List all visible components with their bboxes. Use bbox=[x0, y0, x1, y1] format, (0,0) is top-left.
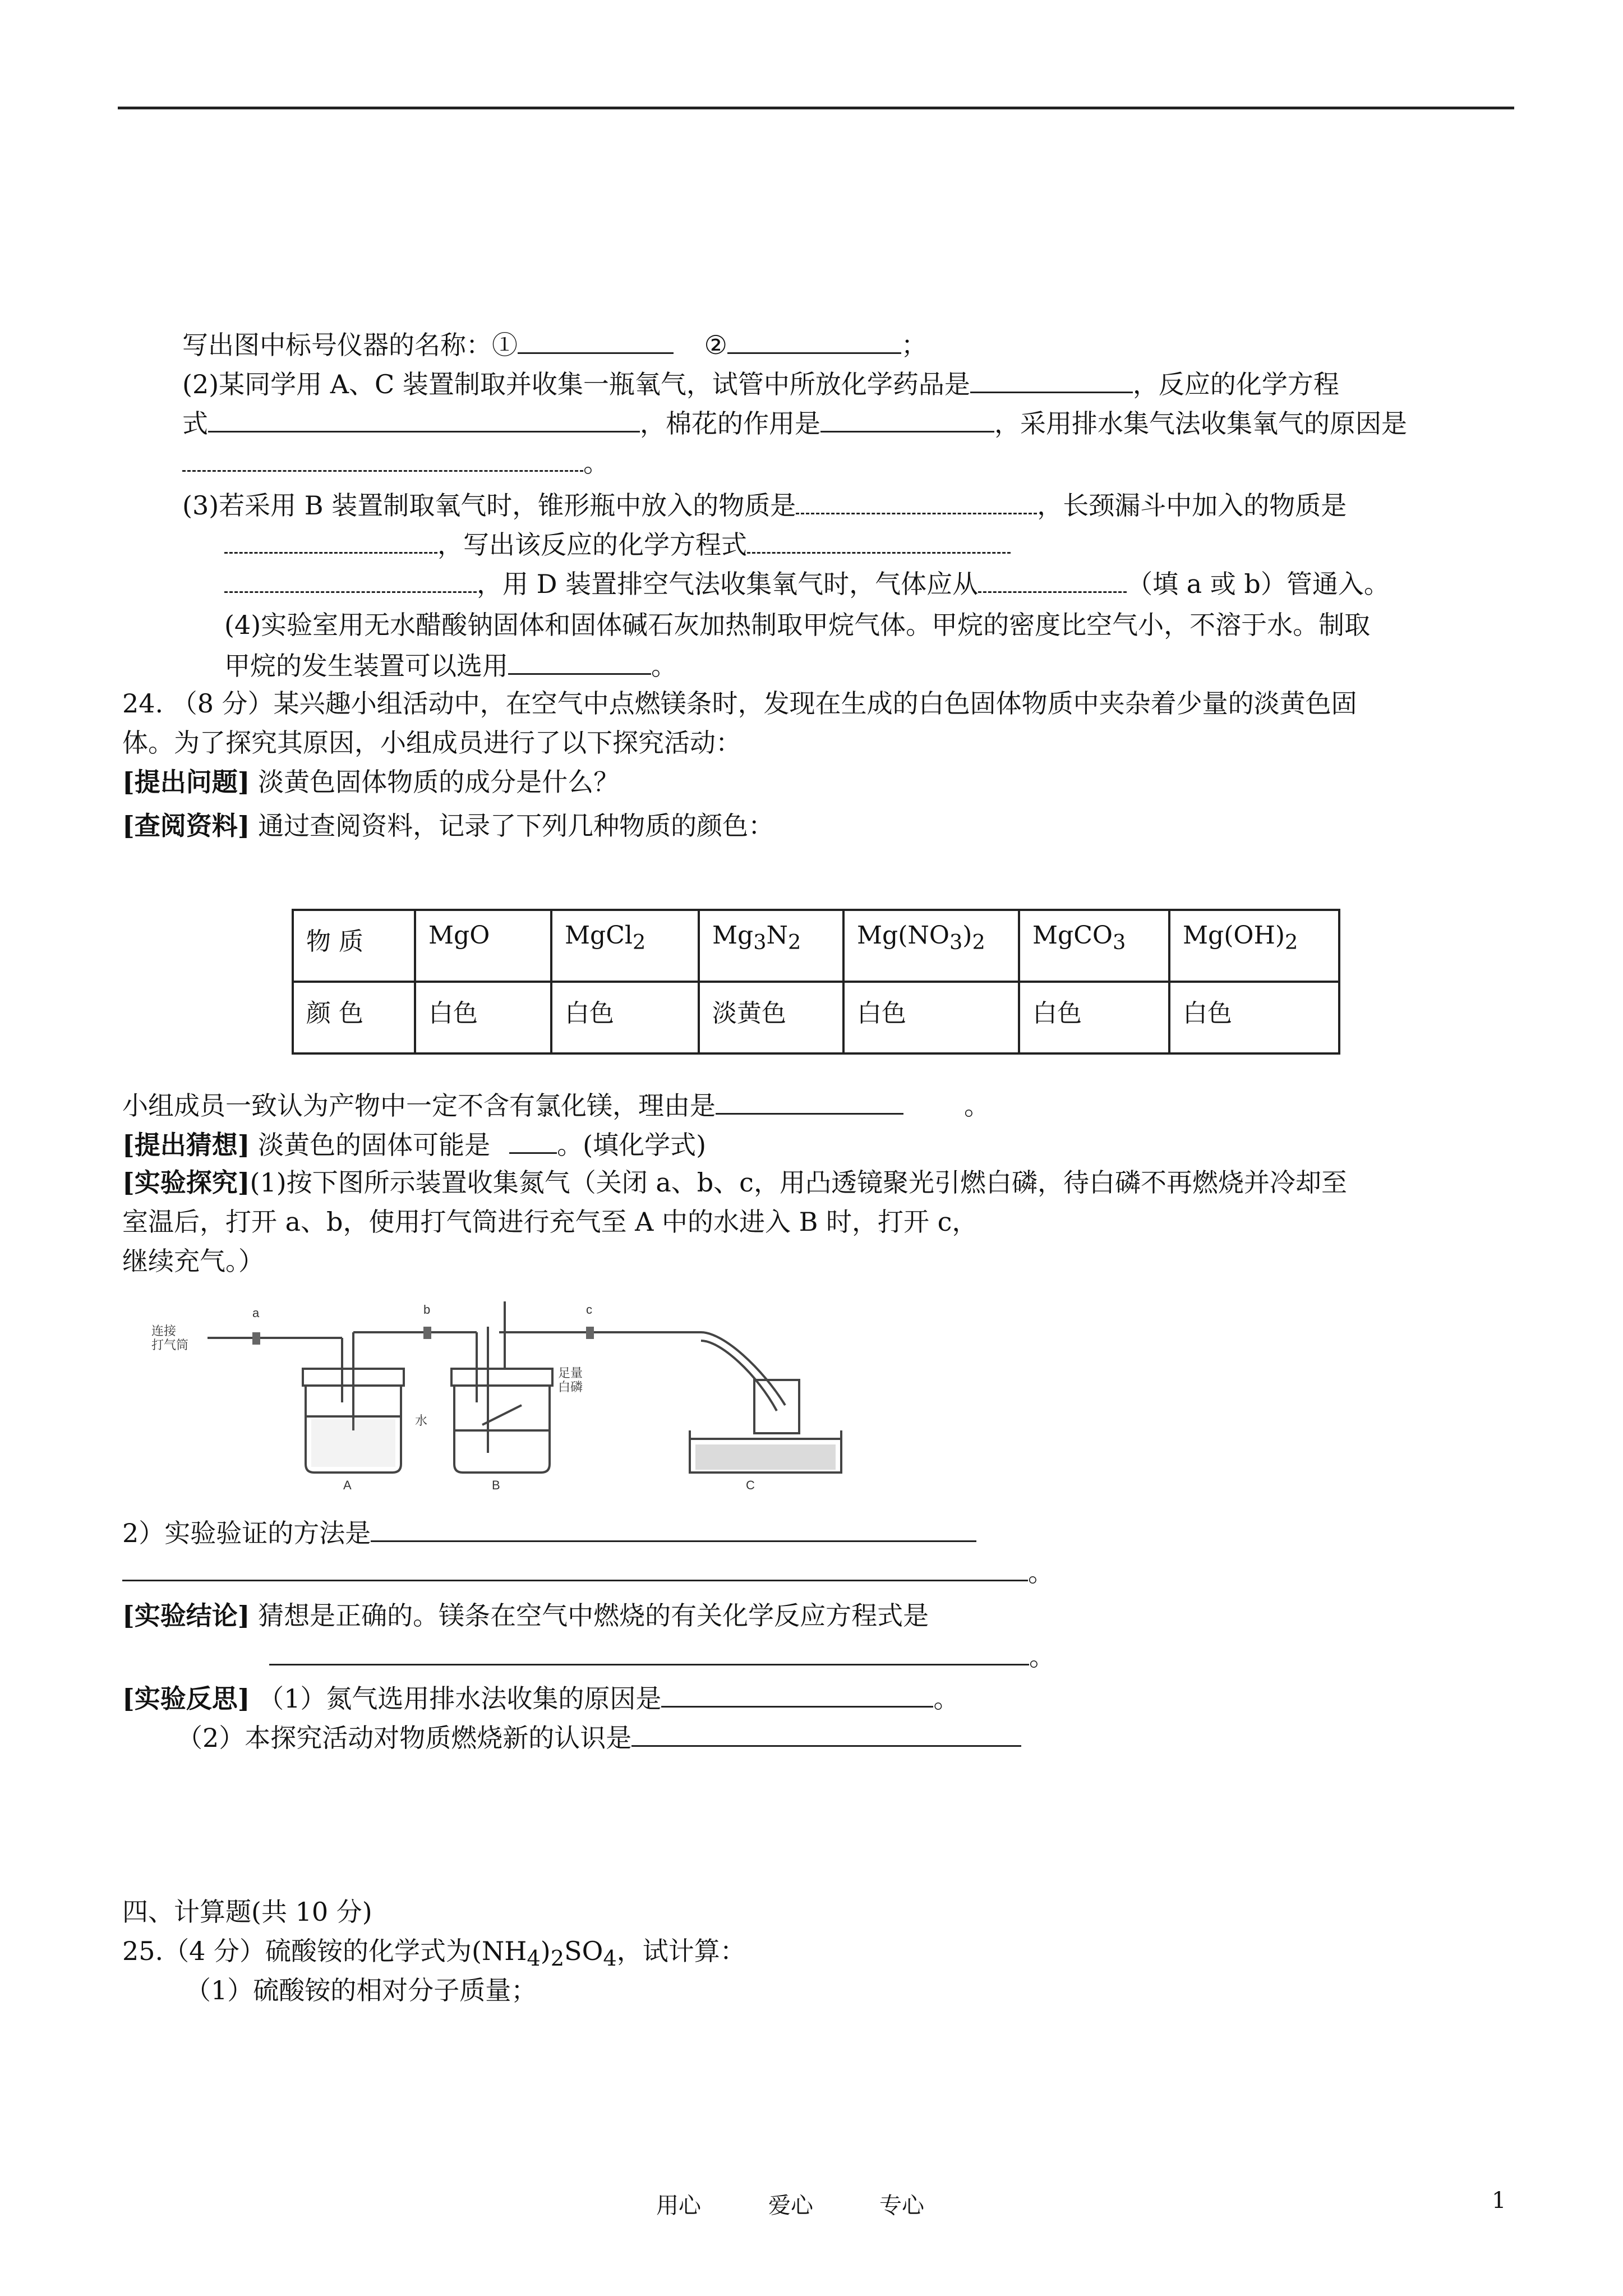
section-label: [查阅资料] bbox=[122, 811, 250, 841]
answer-blank-16[interactable] bbox=[122, 1554, 1028, 1581]
section4-title: 四、计算题(共 10 分) bbox=[122, 1897, 372, 1927]
table-cell: $Mg(OH)_2$ bbox=[1169, 910, 1339, 982]
q23-line8: (4)实验室用无水醋酸钠固体和固体碱石灰加热制取甲烷气体。甲烷的密度比空气小，不溶于水。制取 bbox=[224, 610, 1371, 640]
bottle-A-label: A bbox=[343, 1478, 352, 1492]
answer-blank-11[interactable] bbox=[978, 565, 1127, 593]
pump-label-line1: 连接 bbox=[151, 1324, 177, 1338]
table-cell: $Mg(NO_3)_2$ bbox=[843, 910, 1019, 982]
q23-line5: (3)若采用 B 装置制取氧气时，锥形瓶中放入的物质是 ，长颈漏斗中加入的物质是 bbox=[182, 487, 1347, 522]
footer-left: 用心 bbox=[656, 2193, 701, 2219]
table-cell: 白色 bbox=[551, 982, 699, 1053]
valve-a-icon bbox=[252, 1332, 260, 1345]
q23-line2: (2)某同学用 A、C 装置制取并收集一瓶氧气，试管中所放化学药品是 ，反应的化学方程 bbox=[182, 366, 1339, 401]
answer-blank-10[interactable] bbox=[224, 565, 477, 593]
section-label: [实验反思] bbox=[122, 1683, 250, 1714]
q24-consult: [查阅资料] 通过查阅资料，记录了下列几种物质的颜色： bbox=[122, 811, 774, 841]
water-label: 水 bbox=[415, 1414, 428, 1428]
section-label: [实验结论] bbox=[122, 1600, 250, 1631]
table-row-substances bbox=[293, 910, 1339, 982]
footer-right: 专心 bbox=[879, 2193, 924, 2219]
answer-blank-2[interactable] bbox=[727, 326, 901, 354]
q23-marker-2: ② bbox=[704, 330, 727, 360]
valve-b-icon bbox=[423, 1327, 431, 1339]
q24-consensus: 小组成员一致认为产物中一定不含有氯化镁，理由是 。 bbox=[122, 1087, 990, 1122]
table-cell: 白色 bbox=[1019, 982, 1169, 1053]
trough-C-label: C bbox=[746, 1478, 755, 1492]
phosphorus-label-line1: 足量 bbox=[558, 1366, 583, 1380]
substance-color-table bbox=[292, 909, 1340, 1055]
q24-line2: 体。为了探究其原因，小组成员进行了以下探究活动： bbox=[122, 728, 741, 758]
valve-a-label: a bbox=[252, 1306, 260, 1320]
table-cell: MgCO$_3$ bbox=[1019, 910, 1169, 982]
phosphorus-label-line2: 白磷 bbox=[558, 1380, 583, 1394]
answer-blank-5[interactable] bbox=[820, 405, 994, 432]
q24-explore-line3: 继续充气。） bbox=[122, 1246, 264, 1276]
section-label: [实验探究] bbox=[122, 1167, 250, 1198]
q24-line1: 24. （8 分）某兴趣小组活动中，在空气中点燃镁条时，发现在生成的白色固体物质中夹杂着少量的淡黄色固 bbox=[122, 688, 1357, 719]
table-cell: 白色 bbox=[1169, 982, 1339, 1053]
table-cell: MgO bbox=[415, 910, 551, 982]
pump-label-line2: 打气筒 bbox=[151, 1338, 189, 1352]
section-label: [提出猜想] bbox=[122, 1130, 250, 1160]
answer-blank-3[interactable] bbox=[970, 366, 1133, 393]
q24-reflect: [实验反思] （1）氮气选用排水法收集的原因是 。 bbox=[122, 1680, 959, 1715]
valve-c-icon bbox=[586, 1327, 594, 1339]
answer-blank-12[interactable] bbox=[508, 647, 651, 675]
nitrogen-collection-apparatus-diagram bbox=[118, 1301, 903, 1492]
bottle-B-label: B bbox=[492, 1478, 500, 1492]
q24-explore-line2: 室温后，打开 a、b，使用打气筒进行充气至 A 中的水进入 B 时，打开 c， bbox=[122, 1207, 978, 1237]
answer-blank-4[interactable] bbox=[208, 405, 640, 432]
page-number: 1 bbox=[1492, 2188, 1506, 2214]
table-cell: 白色 bbox=[415, 982, 551, 1053]
answer-blank-18[interactable] bbox=[661, 1680, 933, 1708]
q24-conclusion-line2: 。 bbox=[269, 1638, 1055, 1673]
q25-sub1: （1）硫酸铵的相对分子质量； bbox=[185, 1975, 537, 2005]
answer-blank-7[interactable] bbox=[796, 487, 1037, 514]
valve-b-label: b bbox=[423, 1303, 431, 1317]
q24-explore: [实验探究](1)按下图所示装置收集氮气（关闭 a、b、c，用凸透镜聚光引燃白磷，待白磷不再燃烧并冷却至 bbox=[122, 1167, 1347, 1198]
q24-verify: 2）实验验证的方法是 bbox=[122, 1515, 976, 1550]
table-cell: 淡黄色 bbox=[699, 982, 843, 1053]
q24-reflect2: （2）本探究活动对物质燃烧新的认识是 bbox=[177, 1719, 1021, 1755]
answer-blank-17[interactable] bbox=[269, 1638, 1029, 1665]
answer-blank-19[interactable] bbox=[631, 1719, 1021, 1747]
q23-line1: 写出图中标号仪器的名称：① ② ； bbox=[182, 326, 927, 362]
q23-line4: 。 bbox=[182, 444, 609, 480]
table-header-cell: 颜 色 bbox=[293, 982, 415, 1053]
valve-c-label: c bbox=[586, 1303, 592, 1317]
q24-guess: [提出猜想] 淡黄色的固体可能是 。(填化学式) bbox=[122, 1126, 706, 1162]
q23-line9: 甲烷的发生装置可以选用 。 bbox=[224, 647, 677, 683]
q23-line7: ，用 D 装置排空气法收集氧气时，气体应从 （填 a 或 b）管通入。 bbox=[224, 565, 1390, 601]
answer-blank-9[interactable] bbox=[747, 526, 1011, 554]
section-label: [提出问题] bbox=[122, 767, 250, 797]
table-cell: MgCl$_2$ bbox=[551, 910, 699, 982]
table-row-colors bbox=[293, 982, 1339, 1053]
header-rule bbox=[118, 107, 1514, 109]
q23-line6: ，写出该反应的化学方程式 bbox=[224, 526, 1011, 562]
q23-prompt-instruments: 写出图中标号仪器的名称：① bbox=[182, 330, 518, 360]
answer-blank-1[interactable] bbox=[518, 326, 674, 354]
q23-line3: 式 ，棉花的作用是 ，采用排水集气法收集氧气的原因是 bbox=[182, 405, 1407, 440]
table-cell: 白色 bbox=[843, 982, 1019, 1053]
table-header-cell: 物 质 bbox=[293, 910, 415, 982]
answer-blank-13[interactable] bbox=[716, 1087, 903, 1115]
q24-verify-line2: 。 bbox=[122, 1554, 1054, 1589]
answer-blank-8[interactable] bbox=[224, 526, 437, 554]
q25-line1: 25.（4 分）硫酸铵的化学式为$(NH_4)_2SO_4$，试计算： bbox=[122, 1936, 746, 1972]
footer-middle: 爱心 bbox=[768, 2193, 813, 2219]
answer-blank-6[interactable] bbox=[182, 444, 583, 472]
q24-conclusion: [实验结论] 猜想是正确的。镁条在空气中燃烧的有关化学反应方程式是 bbox=[122, 1600, 929, 1631]
answer-blank-14[interactable] bbox=[509, 1126, 557, 1154]
table-cell: $Mg_3N_2$ bbox=[699, 910, 843, 982]
answer-blank-15[interactable] bbox=[371, 1515, 976, 1542]
q24-raise-question: [提出问题] 淡黄色固体物质的成分是什么？ bbox=[122, 767, 620, 797]
